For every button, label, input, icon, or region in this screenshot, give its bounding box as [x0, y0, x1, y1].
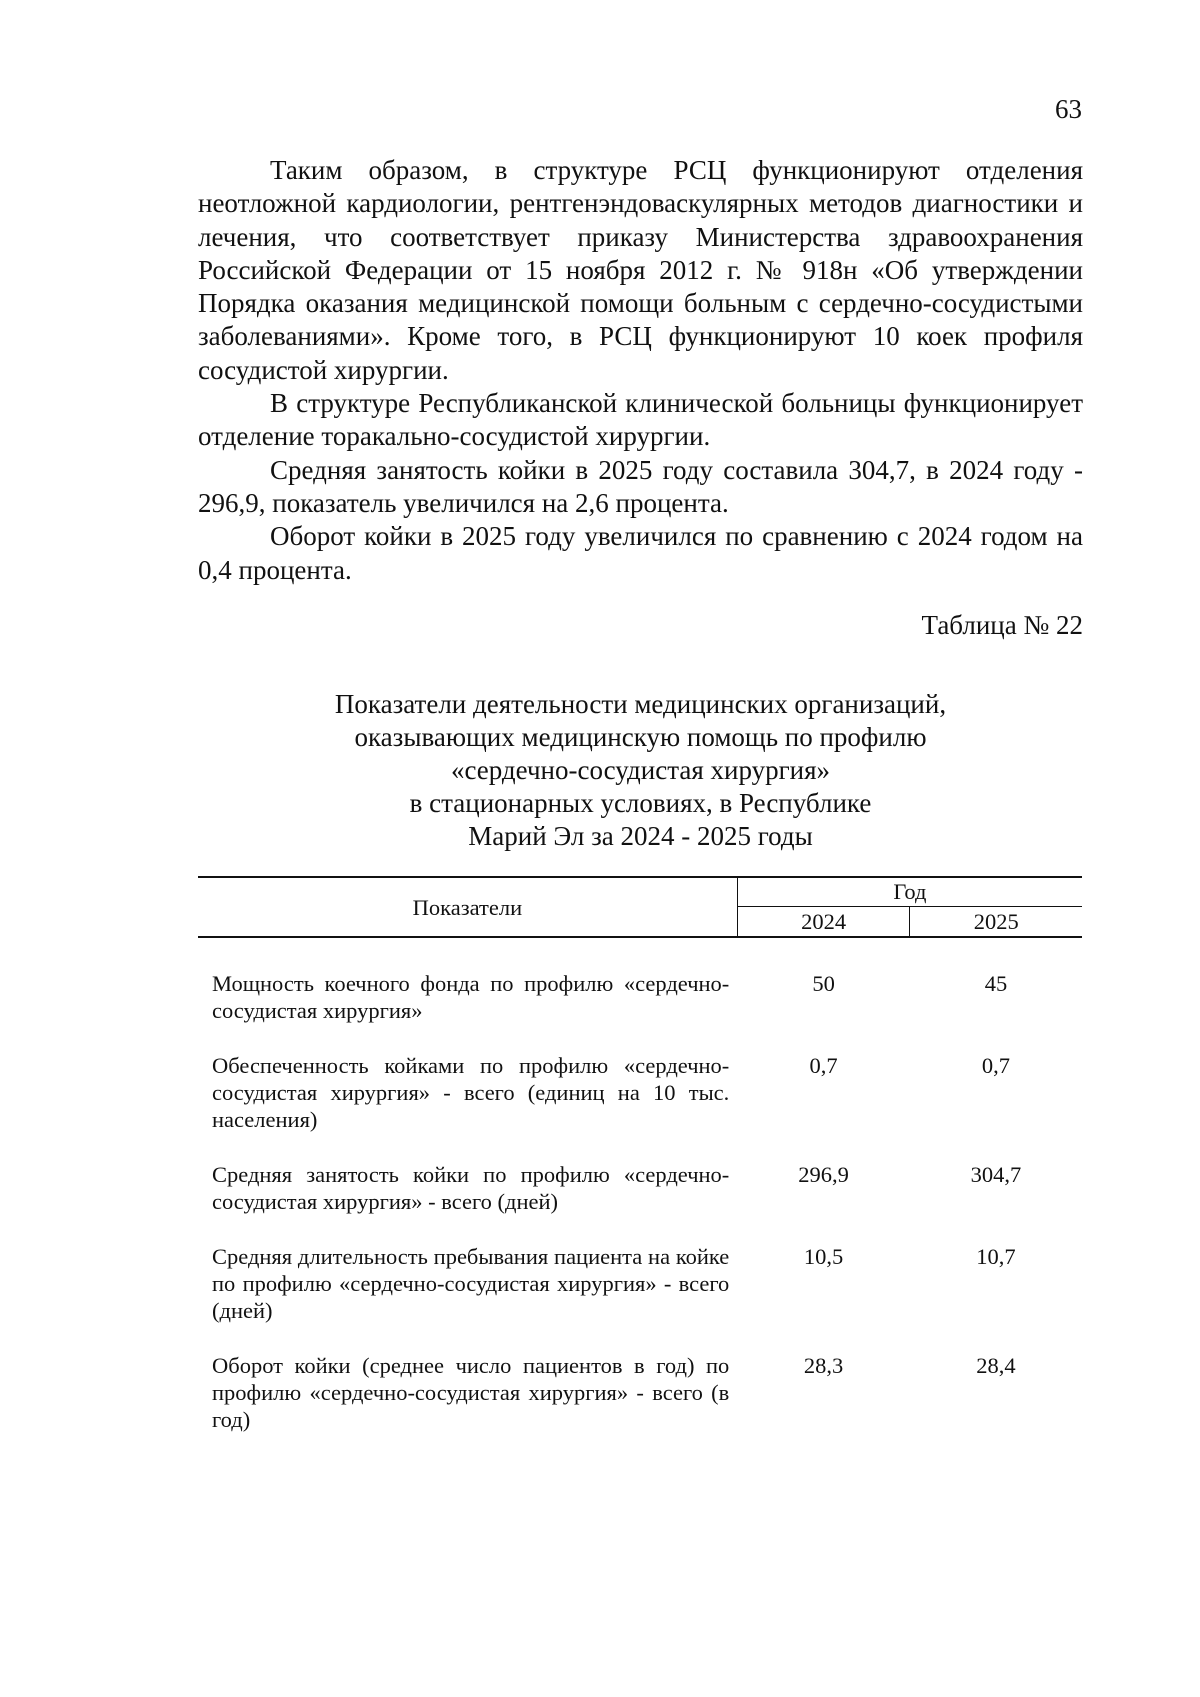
row-label: Обеспеченность койками по профилю «сердечно-сосудистая хирургия» - всего (единиц на 10 тыс. населения)	[212, 1053, 730, 1132]
table-title-line: Показатели деятельности медицинских организаций,	[334, 689, 947, 719]
paragraph: Средняя занятость койки в 2025 году составила 304,7, в 2024 году - 296,9, показатель увеличился на 2,6 процента.	[198, 454, 1083, 518]
table-title-line: оказывающих медицинскую помощь по профилю	[354, 722, 927, 752]
row-value-2024: 28,3	[803, 1353, 844, 1378]
row-value-2025: 304,7	[970, 1162, 1022, 1187]
table-caption: Таблица № 22	[921, 610, 1083, 640]
header-year: Год	[737, 877, 1082, 906]
table-title-line: Марий Эл за 2024 - 2025 годы	[468, 821, 813, 851]
table-row	[198, 1161, 1082, 1215]
table-row	[198, 1052, 1082, 1133]
row-label: Оборот койки (среднее число пациентов в год) по профилю «сердечно-сосудистая хирургия» - всего (в год)	[212, 1353, 730, 1432]
indicators-table	[198, 876, 1082, 1433]
paragraph: Оборот койки в 2025 году увеличился по сравнению с 2024 годом на 0,4 процента.	[198, 521, 1083, 585]
header-year-2025: 2025	[910, 906, 1082, 937]
row-value-2025: 10,7	[976, 1244, 1016, 1269]
row-value-2025: 28,4	[976, 1353, 1016, 1378]
paragraph: В структуре Республиканской клинической больницы функционирует отделение торакально-сосудистой хирургии.	[198, 388, 1083, 452]
row-label: Мощность коечного фонда по профилю «сердечно-сосудистая хирургия»	[212, 971, 730, 1023]
row-label: Средняя длительность пребывания пациента на койке по профилю «сердечно-сосудистая хирургия» - всего (дней)	[212, 1244, 730, 1323]
table-row	[198, 1243, 1082, 1324]
header-year-2024: 2024	[737, 906, 910, 937]
row-label: Средняя занятость койки по профилю «сердечно-сосудистая хирургия» - всего (дней)	[212, 1162, 730, 1214]
row-value-2024: 296,9	[798, 1162, 849, 1187]
row-value-2025: 0,7	[981, 1053, 1010, 1078]
table-row	[198, 1352, 1082, 1433]
table-title-line: «сердечно-сосудистая хирургия»	[450, 755, 831, 785]
row-value-2024: 10,5	[803, 1244, 844, 1269]
row-value-2024: 0,7	[809, 1053, 838, 1078]
table-title-line: в стационарных условиях, в Республике	[409, 788, 872, 818]
row-value-2025: 45	[984, 971, 1008, 996]
header-indicators: Показатели	[198, 877, 737, 937]
page-number: 63	[1055, 94, 1082, 124]
table-title	[198, 688, 1083, 853]
paragraph: Таким образом, в структуре РСЦ функционируют отделения неотложной кардиологии, рентгенэндоваскулярных методов диагностики и лечения, что соответствует приказу Министерства здравоохранения Российской Федерации от 15 ноября 2012 г. № 918н «Об утверждении Порядка оказания медицинской помощи больным с сердечно-сосудистыми заболеваниями». Кроме того, в РСЦ функционируют 10 коек профиля сосудистой хирургии.	[198, 155, 1083, 385]
row-value-2024: 50	[812, 971, 835, 996]
body-text	[198, 154, 1083, 587]
table-row	[198, 970, 1082, 1024]
